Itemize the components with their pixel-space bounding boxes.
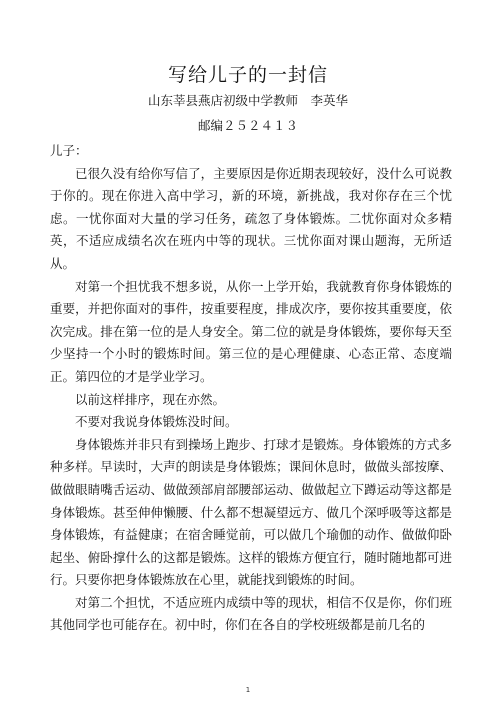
paragraph: 对第一个担忧我不想多说，从你一上学开始，我就教育你身体锻炼的重要，并把你面对的事件，按重要程度，排成次序，要你按其重要度，依次完成。排在第一位的是人身安全。第二位的就是身体锻炼，要你每天至少坚持一个小时的锻炼时间。第三位的是心理健康、心态正常、态度端正。第四位的才是学业学习。 (50, 278, 452, 384)
letter-body (50, 140, 452, 637)
author-line: 山东莘县燕店初级中学教师 李英华 (147, 93, 348, 108)
paragraph: 不要对我说身体锻炼没时间。 (75, 414, 238, 430)
salutation: 儿子： (50, 143, 88, 158)
paragraph: 已很久没有给你写信了，主要原因是你近期表现较好，没什么可说教于你的。现在你进入高中学习，新的环境，新挑战，我对你存在三个忧虑。一忧你面对大量的学习任务，疏忽了身体锻炼。二忧你面对众多精英，不适应成绩名次在班内中等的现状。三忧你面对课山题海，无所适从。 (50, 165, 452, 271)
page-number: 1 (245, 686, 251, 694)
paragraph: 身体锻炼并非只有到操场上跑步、打球才是锻炼。身体锻炼的方式多种多样。早读时，大声的朗读是身体锻炼；课间休息时，做做头部按摩、做做眼睛嘴舌运动、做做颈部肩部腰部运动、做做起立下蹲运动等这都是身体锻炼。甚至伸伸懒腰、什么都不想凝望远方、做几个深呼吸等这都是身体锻炼，有益健康；在宿舍睡觉前，可以做几个瑜伽的动作、做做仰卧起坐、俯卧撑什么的这都是锻炼。这样的锻炼方便宜行，随时随地都可进行。只要你把身体锻炼放在心里，就能找到锻炼的时间。 (50, 436, 452, 588)
postal-code-line: 邮编２５２４１３ (197, 118, 298, 133)
paragraph: 以前这样排序，现在亦然。 (75, 391, 226, 407)
paragraph: 对第二个担忧，不适应班内成绩中等的现状，相信不仅是你，你们班其他同学也可能存在。初中时，你们在各自的学校班级都是前几名的 (50, 594, 452, 633)
letter-title: 写给儿子的一封信 (167, 64, 328, 86)
